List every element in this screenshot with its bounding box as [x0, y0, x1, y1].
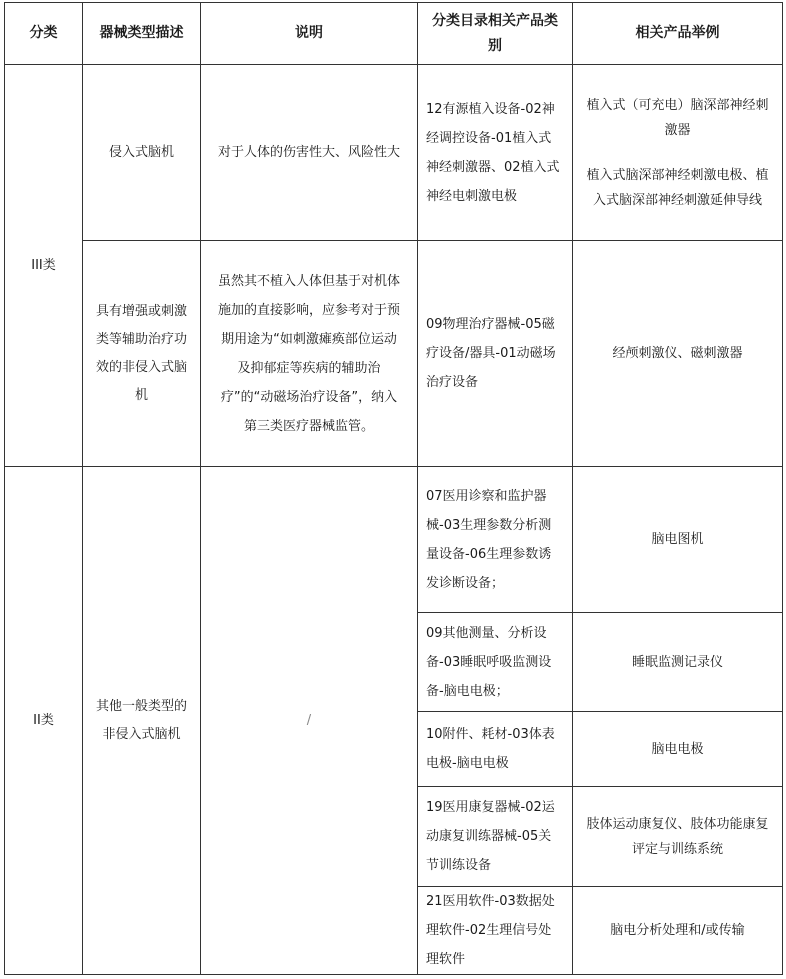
catalog-cell: 21医用软件-03数据处理软件-02生理信号处理软件: [418, 887, 573, 975]
table-row: [5, 241, 783, 467]
catalog-cell: 19医用康复器械-02运动康复训练器械-05关节训练设备: [418, 787, 573, 887]
device-type-cell: 侵入式脑机: [83, 65, 201, 241]
example-item: 植入式脑深部神经刺激电极、植入式脑深部神经刺激延伸导线: [586, 167, 769, 208]
device-type-cell: 具有增强或刺激类等辅助治疗功效的非侵入式脑机: [83, 241, 201, 467]
explanation-cell: 对于人体的伤害性大、风险性大: [201, 65, 418, 241]
table-row: [5, 467, 783, 613]
catalog-cell: 10附件、耗材-03体表电极-脑电电极: [418, 712, 573, 787]
explanation-cell: /: [201, 467, 418, 975]
classification-table: [4, 2, 783, 975]
catalog-cell: 07医用诊察和监护器械-03生理参数分析测量设备-06生理参数诱发诊断设备；: [418, 467, 573, 613]
examples-cell: 脑电分析处理和/或传输: [573, 887, 783, 975]
class2-label: II类: [5, 467, 83, 975]
explanation-cell: 虽然其不植入人体但基于对机体施加的直接影响，应参考对于预期用途为“如刺激瘫痪部位运动及抑郁症等疾病的辅助治疗”的“动磁场治疗设备”，纳入第三类医疗器械监管。: [201, 241, 418, 467]
header-row: [5, 3, 783, 65]
catalog-cell: 09物理治疗器械-05磁疗设备/器具-01动磁场治疗设备: [418, 241, 573, 467]
class3-label: III类: [5, 65, 83, 467]
header-explanation: 说明: [201, 3, 418, 65]
examples-cell: 经颅刺激仪、磁刺激器: [573, 241, 783, 467]
examples-cell: 睡眠监测记录仪: [573, 613, 783, 712]
example-item: 植入式（可充电）脑深部神经刺激器: [586, 97, 769, 138]
examples-cell: [573, 65, 783, 241]
examples-cell: 肢体运动康复仪、肢体功能康复评定与训练系统: [573, 787, 783, 887]
header-category: 分类: [5, 3, 83, 65]
header-catalog: 分类目录相关产品类别: [418, 3, 573, 65]
example-gap: [583, 143, 772, 163]
catalog-cell: 12有源植入设备-02神经调控设备-01植入式神经刺激器、02植入式神经电刺激电极: [418, 65, 573, 241]
header-device-type: 器械类型描述: [83, 3, 201, 65]
examples-cell: 脑电电极: [573, 712, 783, 787]
catalog-cell: 09其他测量、分析设备-03睡眠呼吸监测设备-脑电电极；: [418, 613, 573, 712]
device-type-cell: 其他一般类型的非侵入式脑机: [83, 467, 201, 975]
header-examples: 相关产品举例: [573, 3, 783, 65]
examples-cell: 脑电图机: [573, 467, 783, 613]
table-row: [5, 65, 783, 241]
